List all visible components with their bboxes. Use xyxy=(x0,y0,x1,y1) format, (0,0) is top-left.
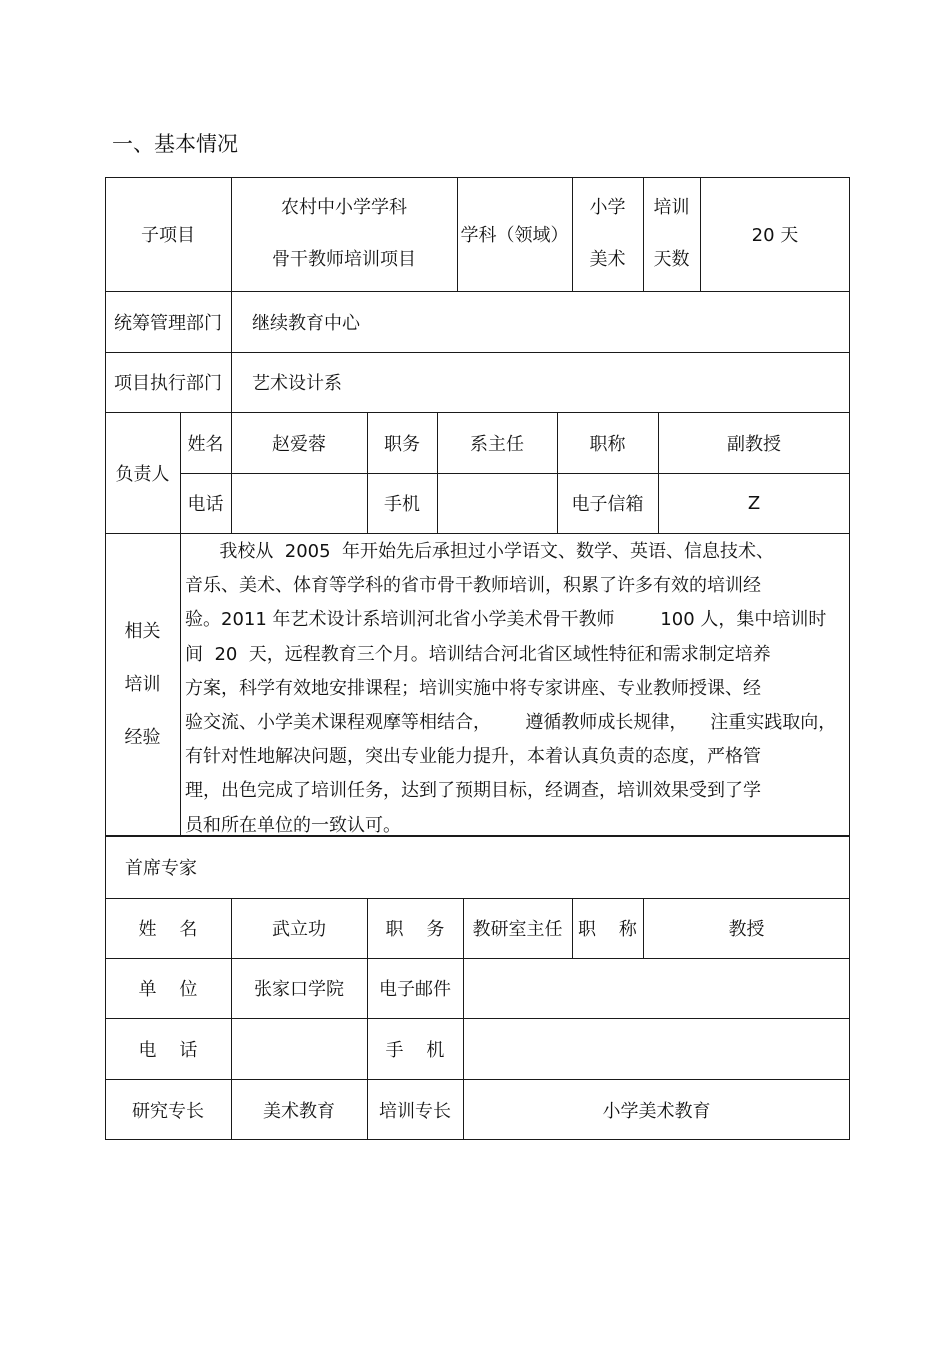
subproject-label: 子项目 xyxy=(141,225,195,246)
row-divider xyxy=(105,533,850,534)
exec-dept-label: 项目执行部门 xyxy=(114,373,222,394)
leader-mobile-label: 手机 xyxy=(384,494,420,515)
training-specialty-label: 培训专长 xyxy=(379,1100,451,1122)
experience-line: 验。2011 年艺术设计系培训河北省小学美术骨干教师 100 人，集中培训时 xyxy=(185,609,827,631)
subject-value-line1: 小学 xyxy=(589,197,626,218)
coord-dept-label: 统筹管理部门 xyxy=(114,312,222,334)
expert-email-value xyxy=(463,958,850,1018)
research-specialty-label: 研究专长 xyxy=(132,1100,204,1122)
experience-text xyxy=(185,535,847,843)
coord-dept-value: 继续教育中心 xyxy=(252,312,360,334)
subproject-value xyxy=(231,177,457,291)
expert-phone-value xyxy=(231,1018,367,1079)
leader-name-label: 姓名 xyxy=(187,433,224,455)
experience-line: 方案，科学有效地安排课程；培训实施中将专家讲座、专业教师授课、经 xyxy=(185,677,761,699)
expert-email-label: 电子邮件 xyxy=(379,979,451,1000)
expert-mobile-value xyxy=(463,1018,850,1079)
experience-line: 有针对性地解决问题，突出专业能力提升，本着认真负责的态度，严格管 xyxy=(185,746,761,768)
leader-post-value: 系主任 xyxy=(470,433,524,455)
experience-line: 间 20 天，远程教育三个月。培训结合河北省区域性特征和需求制定培养 xyxy=(185,643,771,665)
days-label-line1: 培训 xyxy=(653,197,690,218)
leader-name-value: 赵爱蓉 xyxy=(272,433,326,455)
subproject-value-line2: 骨干教师培训项目 xyxy=(272,249,416,270)
leader-email-label: 电子信箱 xyxy=(571,494,644,515)
experience-line: 我校从 2005 年开始先后承担过小学语文、数学、英语、信息技术、 xyxy=(185,541,775,562)
leader-phone-value xyxy=(231,473,367,533)
expert-title-value: 教授 xyxy=(728,919,765,940)
experience-label-line1: 相关 xyxy=(124,620,161,642)
leader-title-value: 副教授 xyxy=(727,433,781,455)
training-specialty-value: 小学美术教育 xyxy=(602,1100,711,1122)
days-value: 20 天 xyxy=(751,225,799,246)
expert-name-value: 武立功 xyxy=(272,919,326,940)
experience-label-line2: 培训 xyxy=(124,673,161,695)
section-title: 一、基本情况 xyxy=(112,132,238,156)
experience-label xyxy=(105,533,180,836)
leader-title-label: 职称 xyxy=(589,433,626,455)
expert-name-label: 姓 名 xyxy=(138,919,198,940)
subject-value xyxy=(572,177,643,291)
experience-line: 员和所在单位的一致认可。 xyxy=(185,814,401,836)
expert-unit-value: 张家口学院 xyxy=(254,979,344,1000)
days-label-line2: 天数 xyxy=(653,249,690,270)
leader-mobile-value xyxy=(437,473,557,533)
experience-line: 理，出色完成了培训任务，达到了预期目标，经调查，培训效果受到了学 xyxy=(185,780,761,802)
expert-title-label: 职 称 xyxy=(578,919,637,940)
leader-email-value: Z xyxy=(747,492,761,514)
subject-value-line2: 美术 xyxy=(589,249,626,270)
leader-post-label: 职务 xyxy=(384,433,420,455)
leader-label: 负责人 xyxy=(115,463,170,485)
expert-mobile-label: 手 机 xyxy=(385,1039,445,1061)
experience-label-line3: 经验 xyxy=(124,726,161,748)
expert-post-value: 教研室主任 xyxy=(472,919,563,940)
subproject-value-line1: 农村中小学学科 xyxy=(281,197,407,218)
expert-header: 首席专家 xyxy=(125,858,197,879)
experience-line: 音乐、美术、体育等学科的省市骨干教师培训，积累了许多有效的培训经 xyxy=(185,575,761,597)
exec-dept-value: 艺术设计系 xyxy=(252,373,342,394)
expert-unit-label: 单 位 xyxy=(138,979,198,1000)
experience-line: 验交流、小学美术课程观摩等相结合， 遵循教师成长规律， 注重实践取向， xyxy=(185,711,837,733)
subject-label: 学科（领域） xyxy=(460,225,569,246)
days-label xyxy=(643,177,700,291)
expert-post-label: 职 务 xyxy=(385,919,445,940)
research-specialty-value: 美术教育 xyxy=(263,1100,335,1122)
leader-phone-label: 电话 xyxy=(187,494,224,515)
expert-phone-label: 电 话 xyxy=(138,1039,198,1061)
